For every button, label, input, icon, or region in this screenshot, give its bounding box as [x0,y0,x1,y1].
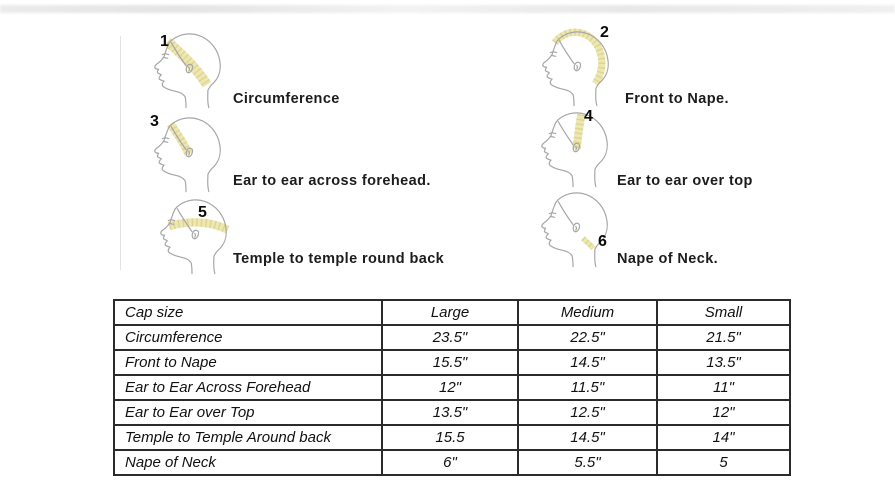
value-medium: 12.5" [518,400,657,425]
value-small: 14" [657,425,790,450]
measurement-label-nape: Nape of Neck. [617,251,719,267]
row-label: Circumference [114,325,382,350]
head-profile-illustration [527,109,619,193]
value-medium: 14.5" [518,350,657,375]
measurement-label-front-to-nape: Front to Nape. [625,91,729,107]
head-outline [161,200,226,274]
head-outline [542,113,607,187]
cap-size-table [113,299,791,476]
column-header-medium: Medium [518,300,657,325]
value-large: 13.5" [382,400,518,425]
table-row [114,425,790,450]
column-header-large: Large [382,300,518,325]
column-header-small: Small [657,300,790,325]
table-row [114,350,790,375]
measurement-label-temple-to-temple: Temple to temple round back [233,251,445,267]
value-large: 23.5" [382,325,518,350]
head-profile-illustration [527,189,619,273]
measurement-figure-nape [527,189,619,273]
value-medium: 5.5" [518,450,657,475]
value-medium: 22.5" [518,325,657,350]
row-label: Front to Nape [114,350,382,375]
value-small: 5 [657,450,790,475]
value-large: 15.5 [382,425,518,450]
head-outline [155,118,220,192]
measurement-figure-circumference [140,30,232,114]
column-header-cap-size: Cap size [114,300,382,325]
scan-artifact-streak [0,5,895,13]
head-profile-illustration [140,30,232,114]
figure-number: 1 [160,33,169,50]
value-small: 11" [657,375,790,400]
table-row [114,325,790,350]
measurement-figure-front-to-nape [528,24,620,112]
head-outline [542,193,607,267]
figure-number: 6 [598,233,607,250]
scan-artifact-edge [120,36,121,270]
row-label: Ear to Ear Across Forehead [114,375,382,400]
value-medium: 11.5" [518,375,657,400]
measurement-label-across-forehead: Ear to ear across forehead. [233,173,431,189]
row-label: Nape of Neck [114,450,382,475]
row-label: Temple to Temple Around back [114,425,382,450]
value-medium: 14.5" [518,425,657,450]
measurement-label-over-top: Ear to ear over top [617,173,753,189]
table-header-row [114,300,790,325]
figure-number: 3 [150,113,159,130]
measuring-tape-band [555,32,602,84]
row-label: Ear to Ear over Top [114,400,382,425]
value-large: 6" [382,450,518,475]
figure-number: 2 [600,24,609,41]
table-row [114,450,790,475]
measurement-label-circumference: Circumference [233,91,340,107]
table-row [114,375,790,400]
figure-number: 4 [584,108,593,125]
value-small: 13.5" [657,350,790,375]
measurement-figure-across-forehead [140,114,232,198]
measurement-figure-temple-to-temple [146,196,238,280]
measuring-tape-band [168,42,207,85]
table-row [114,400,790,425]
value-large: 12" [382,375,518,400]
head-profile-illustration [146,196,238,280]
figure-number: 5 [198,204,207,221]
value-large: 15.5" [382,350,518,375]
measurement-figure-over-top [527,109,619,193]
value-small: 12" [657,400,790,425]
value-small: 21.5" [657,325,790,350]
